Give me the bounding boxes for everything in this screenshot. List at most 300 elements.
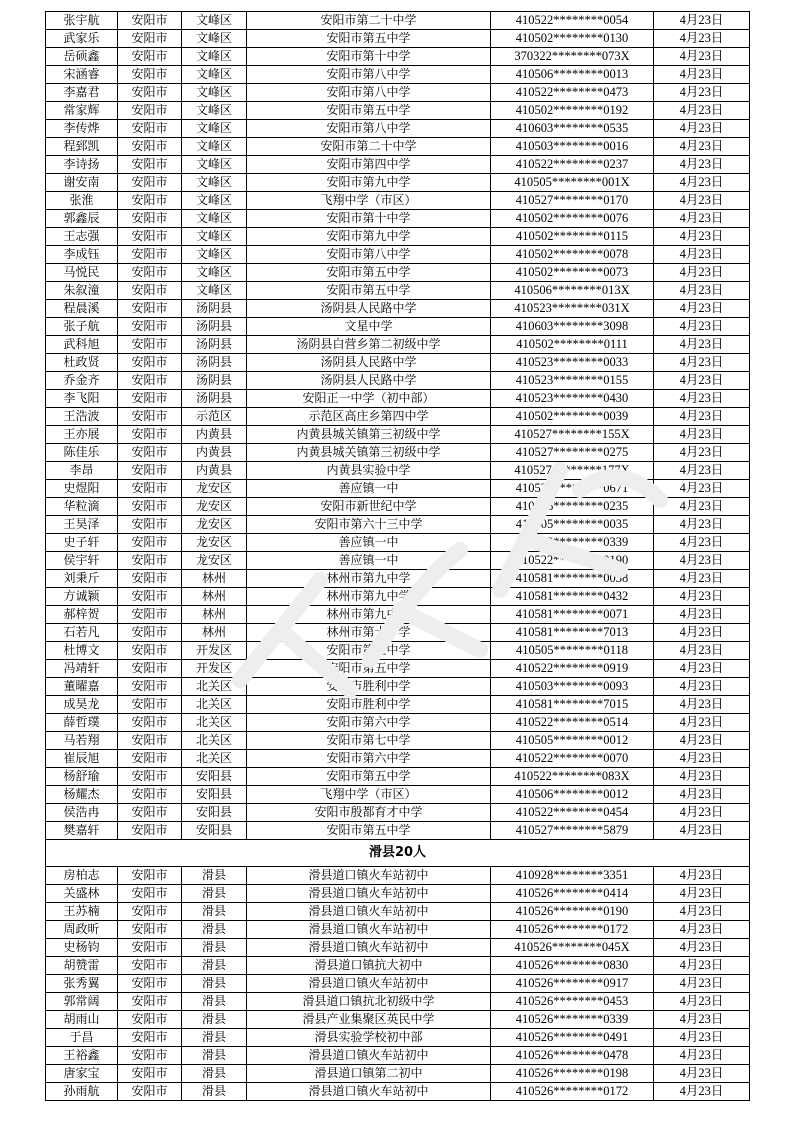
school-cell: 安阳市第九中学 [247,228,491,246]
district-cell: 林州 [182,624,247,642]
name-cell: 樊嘉轩 [46,822,118,840]
table-row [46,516,750,534]
table-row [46,642,750,660]
date-cell: 4月23日 [654,48,750,66]
district-cell: 文峰区 [182,174,247,192]
district-cell: 北关区 [182,678,247,696]
city-cell: 安阳市 [118,462,182,480]
name-cell: 陈佳乐 [46,444,118,462]
date-cell: 4月23日 [654,426,750,444]
table-row [46,534,750,552]
district-cell: 滑县 [182,1029,247,1047]
school-cell: 汤阴县人民路中学 [247,300,491,318]
school-cell: 安阳市第二十中学 [247,138,491,156]
city-cell: 安阳市 [118,156,182,174]
date-cell: 4月23日 [654,354,750,372]
id-number-cell: 370322********073X [491,48,654,66]
school-cell: 安阳市第五中学 [247,822,491,840]
id-number-cell: 410506********0013 [491,66,654,84]
date-cell: 4月23日 [654,102,750,120]
id-number-cell: 410526********0491 [491,1029,654,1047]
id-number-cell: 410502********0130 [491,30,654,48]
table-row [46,462,750,480]
id-number-cell: 410522********0514 [491,714,654,732]
date-cell: 4月23日 [654,390,750,408]
school-cell: 安阳正一中学（初中部） [247,390,491,408]
district-cell: 滑县 [182,993,247,1011]
name-cell: 董曜嘉 [46,678,118,696]
table-row [46,84,750,102]
district-cell: 汤阴县 [182,390,247,408]
table-row [46,264,750,282]
school-cell: 滑县道口镇第二初中 [247,1065,491,1083]
date-cell: 4月23日 [654,678,750,696]
city-cell: 安阳市 [118,885,182,903]
school-cell: 林州市第十中学 [247,624,491,642]
school-cell: 内黄县实验中学 [247,462,491,480]
table-row [46,102,750,120]
school-cell: 安阳市第五中学 [247,642,491,660]
table-row [46,678,750,696]
city-cell: 安阳市 [118,30,182,48]
id-number-cell: 410522********0237 [491,156,654,174]
table-row [46,624,750,642]
city-cell: 安阳市 [118,624,182,642]
city-cell: 安阳市 [118,714,182,732]
date-cell: 4月23日 [654,804,750,822]
city-cell: 安阳市 [118,426,182,444]
school-cell: 内黄县城关镇第三初级中学 [247,426,491,444]
school-cell: 安阳市第九中学 [247,174,491,192]
name-cell: 谢安南 [46,174,118,192]
school-cell: 安阳市第六十三中学 [247,516,491,534]
table-row [46,822,750,840]
name-cell: 杨舒瑜 [46,768,118,786]
date-cell: 4月23日 [654,1083,750,1101]
date-cell: 4月23日 [654,570,750,588]
city-cell: 安阳市 [118,1011,182,1029]
school-cell: 安阳市第四中学 [247,156,491,174]
table-row [46,714,750,732]
school-cell: 安阳市第五中学 [247,264,491,282]
city-cell: 安阳市 [118,246,182,264]
name-cell: 侯宇轩 [46,552,118,570]
name-cell: 常家辉 [46,102,118,120]
date-cell: 4月23日 [654,606,750,624]
name-cell: 关盛林 [46,885,118,903]
id-number-cell: 410523********0033 [491,354,654,372]
school-cell: 安阳市第五中学 [247,30,491,48]
school-cell: 内黄县城关镇第三初级中学 [247,444,491,462]
table-row [46,606,750,624]
table-row [46,1047,750,1065]
date-cell: 4月23日 [654,246,750,264]
id-number-cell: 410527********5879 [491,822,654,840]
city-cell: 安阳市 [118,993,182,1011]
id-number-cell: 410581********0071 [491,606,654,624]
school-cell: 安阳市第六中学 [247,714,491,732]
city-cell: 安阳市 [118,732,182,750]
name-cell: 李飞阳 [46,390,118,408]
city-cell: 安阳市 [118,336,182,354]
table-row [46,444,750,462]
name-cell: 岳硕鑫 [46,48,118,66]
date-cell: 4月23日 [654,156,750,174]
school-cell: 滑县道口镇火车站初中 [247,1083,491,1101]
school-cell: 滑县道口镇火车站初中 [247,885,491,903]
city-cell: 安阳市 [118,903,182,921]
id-number-cell: 410581********7013 [491,624,654,642]
id-number-cell: 410581********0038 [491,570,654,588]
date-cell: 4月23日 [654,768,750,786]
table-row [46,867,750,885]
table-row [46,282,750,300]
date-cell: 4月23日 [654,534,750,552]
school-cell: 安阳市第五中学 [247,102,491,120]
city-cell: 安阳市 [118,975,182,993]
table-row [46,732,750,750]
name-cell: 孙雨航 [46,1083,118,1101]
name-cell: 王志强 [46,228,118,246]
district-cell: 文峰区 [182,282,247,300]
date-cell: 4月23日 [654,120,750,138]
district-cell: 安阳县 [182,822,247,840]
name-cell: 杨耀杰 [46,786,118,804]
name-cell: 马若翔 [46,732,118,750]
district-cell: 文峰区 [182,156,247,174]
city-cell: 安阳市 [118,552,182,570]
name-cell: 马悦民 [46,264,118,282]
name-cell: 侯浩冉 [46,804,118,822]
date-cell: 4月23日 [654,372,750,390]
district-cell: 安阳县 [182,786,247,804]
district-cell: 滑县 [182,1047,247,1065]
date-cell: 4月23日 [654,138,750,156]
school-cell: 林州市第九中学 [247,570,491,588]
city-cell: 安阳市 [118,192,182,210]
district-cell: 文峰区 [182,264,247,282]
id-number-cell: 410526********0172 [491,921,654,939]
school-cell: 滑县道口镇火车站初中 [247,1047,491,1065]
district-cell: 文峰区 [182,120,247,138]
name-cell: 乔金齐 [46,372,118,390]
city-cell: 安阳市 [118,300,182,318]
district-cell: 安阳县 [182,768,247,786]
district-cell: 文峰区 [182,66,247,84]
table-row [46,903,750,921]
school-cell: 善应镇一中 [247,552,491,570]
id-number-cell: 410505********0118 [491,642,654,660]
school-cell: 安阳市第五中学 [247,768,491,786]
school-cell: 善应镇一中 [247,480,491,498]
id-number-cell: 410502********0076 [491,210,654,228]
name-cell: 李成钰 [46,246,118,264]
school-cell: 飞翔中学（市区） [247,192,491,210]
date-cell: 4月23日 [654,1047,750,1065]
table-row [46,390,750,408]
date-cell: 4月23日 [654,444,750,462]
district-cell: 滑县 [182,1065,247,1083]
id-number-cell: 410502********0078 [491,246,654,264]
table-row [46,372,750,390]
date-cell: 4月23日 [654,975,750,993]
id-number-cell: 410502********0039 [491,408,654,426]
school-cell: 汤阴县白营乡第二初级中学 [247,336,491,354]
id-number-cell: 410522********0070 [491,750,654,768]
date-cell: 4月23日 [654,318,750,336]
table-row [46,588,750,606]
name-cell: 薛哲璞 [46,714,118,732]
id-number-cell: 410503********0016 [491,138,654,156]
district-cell: 北关区 [182,732,247,750]
table-row [46,156,750,174]
school-cell: 安阳市第七中学 [247,732,491,750]
school-cell: 安阳市第五中学 [247,282,491,300]
table-row [46,939,750,957]
table-row [46,696,750,714]
id-number-cell: 410522********083X [491,768,654,786]
district-cell: 文峰区 [182,12,247,30]
date-cell: 4月23日 [654,174,750,192]
date-cell: 4月23日 [654,282,750,300]
name-cell: 刘秉斤 [46,570,118,588]
school-cell: 安阳市第二十中学 [247,12,491,30]
school-cell: 善应镇一中 [247,534,491,552]
school-cell: 安阳市胜利中学 [247,696,491,714]
table-row [46,210,750,228]
table-row [46,246,750,264]
table-row [46,660,750,678]
name-cell: 史杨钧 [46,939,118,957]
name-cell: 胡雨山 [46,1011,118,1029]
roster-table [45,11,750,1101]
id-number-cell: 410502********0115 [491,228,654,246]
name-cell: 李嘉君 [46,84,118,102]
date-cell: 4月23日 [654,786,750,804]
school-cell: 汤阴县人民路中学 [247,354,491,372]
district-cell: 滑县 [182,975,247,993]
id-number-cell: 410581********0432 [491,588,654,606]
id-number-cell: 410526********0414 [491,885,654,903]
table-row [46,120,750,138]
table-row [46,1083,750,1101]
district-cell: 滑县 [182,921,247,939]
date-cell: 4月23日 [654,84,750,102]
school-cell: 滑县道口镇抗大初中 [247,957,491,975]
name-cell: 房柏志 [46,867,118,885]
table-row [46,138,750,156]
name-cell: 于昌 [46,1029,118,1047]
school-cell: 安阳市胜利中学 [247,678,491,696]
city-cell: 安阳市 [118,210,182,228]
date-cell: 4月23日 [654,552,750,570]
id-number-cell: 410522********0671 [491,480,654,498]
date-cell: 4月23日 [654,516,750,534]
date-cell: 4月23日 [654,192,750,210]
city-cell: 安阳市 [118,678,182,696]
id-number-cell: 410522********0054 [491,12,654,30]
id-number-cell: 410526********0830 [491,957,654,975]
school-cell: 滑县实验学校初中部 [247,1029,491,1047]
district-cell: 文峰区 [182,102,247,120]
district-cell: 龙安区 [182,516,247,534]
name-cell: 史煜阳 [46,480,118,498]
table-row [46,1011,750,1029]
district-cell: 林州 [182,570,247,588]
table-row [46,885,750,903]
city-cell: 安阳市 [118,786,182,804]
id-number-cell: 410506********0012 [491,786,654,804]
id-number-cell: 410502********0192 [491,102,654,120]
district-cell: 北关区 [182,714,247,732]
city-cell: 安阳市 [118,318,182,336]
city-cell: 安阳市 [118,1065,182,1083]
table-row [46,426,750,444]
id-number-cell: 410526********0172 [491,1083,654,1101]
school-cell: 安阳市第十中学 [247,210,491,228]
name-cell: 武科旭 [46,336,118,354]
date-cell: 4月23日 [654,264,750,282]
city-cell: 安阳市 [118,354,182,372]
name-cell: 华粒滴 [46,498,118,516]
id-number-cell: 410523********031X [491,300,654,318]
district-cell: 文峰区 [182,138,247,156]
name-cell: 王苏楠 [46,903,118,921]
id-number-cell: 410522********0919 [491,660,654,678]
id-number-cell: 410527********0170 [491,192,654,210]
date-cell: 4月23日 [654,588,750,606]
district-cell: 龙安区 [182,480,247,498]
id-number-cell: 410526********0453 [491,993,654,1011]
name-cell: 程晨溪 [46,300,118,318]
id-number-cell: 410503********0093 [491,678,654,696]
table-row [46,1065,750,1083]
school-cell: 滑县产业集聚区英民中学 [247,1011,491,1029]
district-cell: 龙安区 [182,534,247,552]
district-cell: 开发区 [182,660,247,678]
school-cell: 滑县道口镇火车站初中 [247,921,491,939]
district-cell: 内黄县 [182,462,247,480]
table-row [46,804,750,822]
date-cell: 4月23日 [654,12,750,30]
school-cell: 示范区高庄乡第四中学 [247,408,491,426]
section-heading: 滑县20人 [46,840,750,867]
table-row [46,768,750,786]
id-number-cell: 410526********0917 [491,975,654,993]
name-cell: 冯靖轩 [46,660,118,678]
district-cell: 龙安区 [182,498,247,516]
district-cell: 文峰区 [182,228,247,246]
table-row [46,318,750,336]
id-number-cell: 410526********0198 [491,1065,654,1083]
city-cell: 安阳市 [118,282,182,300]
table-row [46,354,750,372]
name-cell: 朱叙潼 [46,282,118,300]
name-cell: 宋涵睿 [46,66,118,84]
district-cell: 汤阴县 [182,300,247,318]
table-row [46,174,750,192]
table-row [46,552,750,570]
id-number-cell: 410522********0190 [491,552,654,570]
district-cell: 北关区 [182,696,247,714]
roster-table-body [46,12,750,1101]
id-number-cell: 410506********013X [491,282,654,300]
id-number-cell: 410505********0012 [491,732,654,750]
school-cell: 安阳市第八中学 [247,246,491,264]
school-cell: 汤阴县人民路中学 [247,372,491,390]
name-cell: 王昊泽 [46,516,118,534]
district-cell: 滑县 [182,903,247,921]
name-cell: 程郅凯 [46,138,118,156]
id-number-cell: 410522********0339 [491,534,654,552]
section-heading-row [46,840,750,867]
city-cell: 安阳市 [118,1047,182,1065]
school-cell: 滑县道口镇火车站初中 [247,867,491,885]
city-cell: 安阳市 [118,957,182,975]
school-cell: 安阳市第八中学 [247,120,491,138]
table-row [46,498,750,516]
name-cell: 张秀翼 [46,975,118,993]
id-number-cell: 410527********0275 [491,444,654,462]
table-row [46,957,750,975]
id-number-cell: 410502********0111 [491,336,654,354]
table-row [46,30,750,48]
district-cell: 滑县 [182,939,247,957]
district-cell: 汤阴县 [182,318,247,336]
district-cell: 滑县 [182,1011,247,1029]
city-cell: 安阳市 [118,588,182,606]
table-row [46,786,750,804]
table-row [46,192,750,210]
school-cell: 安阳市殷都育才中学 [247,804,491,822]
city-cell: 安阳市 [118,642,182,660]
city-cell: 安阳市 [118,228,182,246]
date-cell: 4月23日 [654,498,750,516]
district-cell: 文峰区 [182,210,247,228]
city-cell: 安阳市 [118,480,182,498]
id-number-cell: 410581********7015 [491,696,654,714]
city-cell: 安阳市 [118,138,182,156]
city-cell: 安阳市 [118,102,182,120]
date-cell: 4月23日 [654,921,750,939]
id-number-cell: 410603********3098 [491,318,654,336]
school-cell: 安阳市第十中学 [247,48,491,66]
city-cell: 安阳市 [118,1083,182,1101]
name-cell: 胡赞雷 [46,957,118,975]
school-cell: 滑县道口镇火车站初中 [247,975,491,993]
school-cell: 安阳市第八中学 [247,84,491,102]
name-cell: 郝梓贺 [46,606,118,624]
school-cell: 飞翔中学（市区） [247,786,491,804]
district-cell: 文峰区 [182,48,247,66]
school-cell: 滑县道口镇抗北初级中学 [247,993,491,1011]
date-cell: 4月23日 [654,210,750,228]
date-cell: 4月23日 [654,642,750,660]
date-cell: 4月23日 [654,732,750,750]
id-number-cell: 410526********0235 [491,498,654,516]
city-cell: 安阳市 [118,264,182,282]
school-cell: 林州市第九中学 [247,588,491,606]
date-cell: 4月23日 [654,228,750,246]
id-number-cell: 410505********0035 [491,516,654,534]
district-cell: 文峰区 [182,84,247,102]
district-cell: 滑县 [182,885,247,903]
name-cell: 崔辰旭 [46,750,118,768]
school-cell: 滑县道口镇火车站初中 [247,903,491,921]
school-cell: 安阳市新世纪中学 [247,498,491,516]
city-cell: 安阳市 [118,174,182,192]
school-cell: 安阳市第八中学 [247,66,491,84]
